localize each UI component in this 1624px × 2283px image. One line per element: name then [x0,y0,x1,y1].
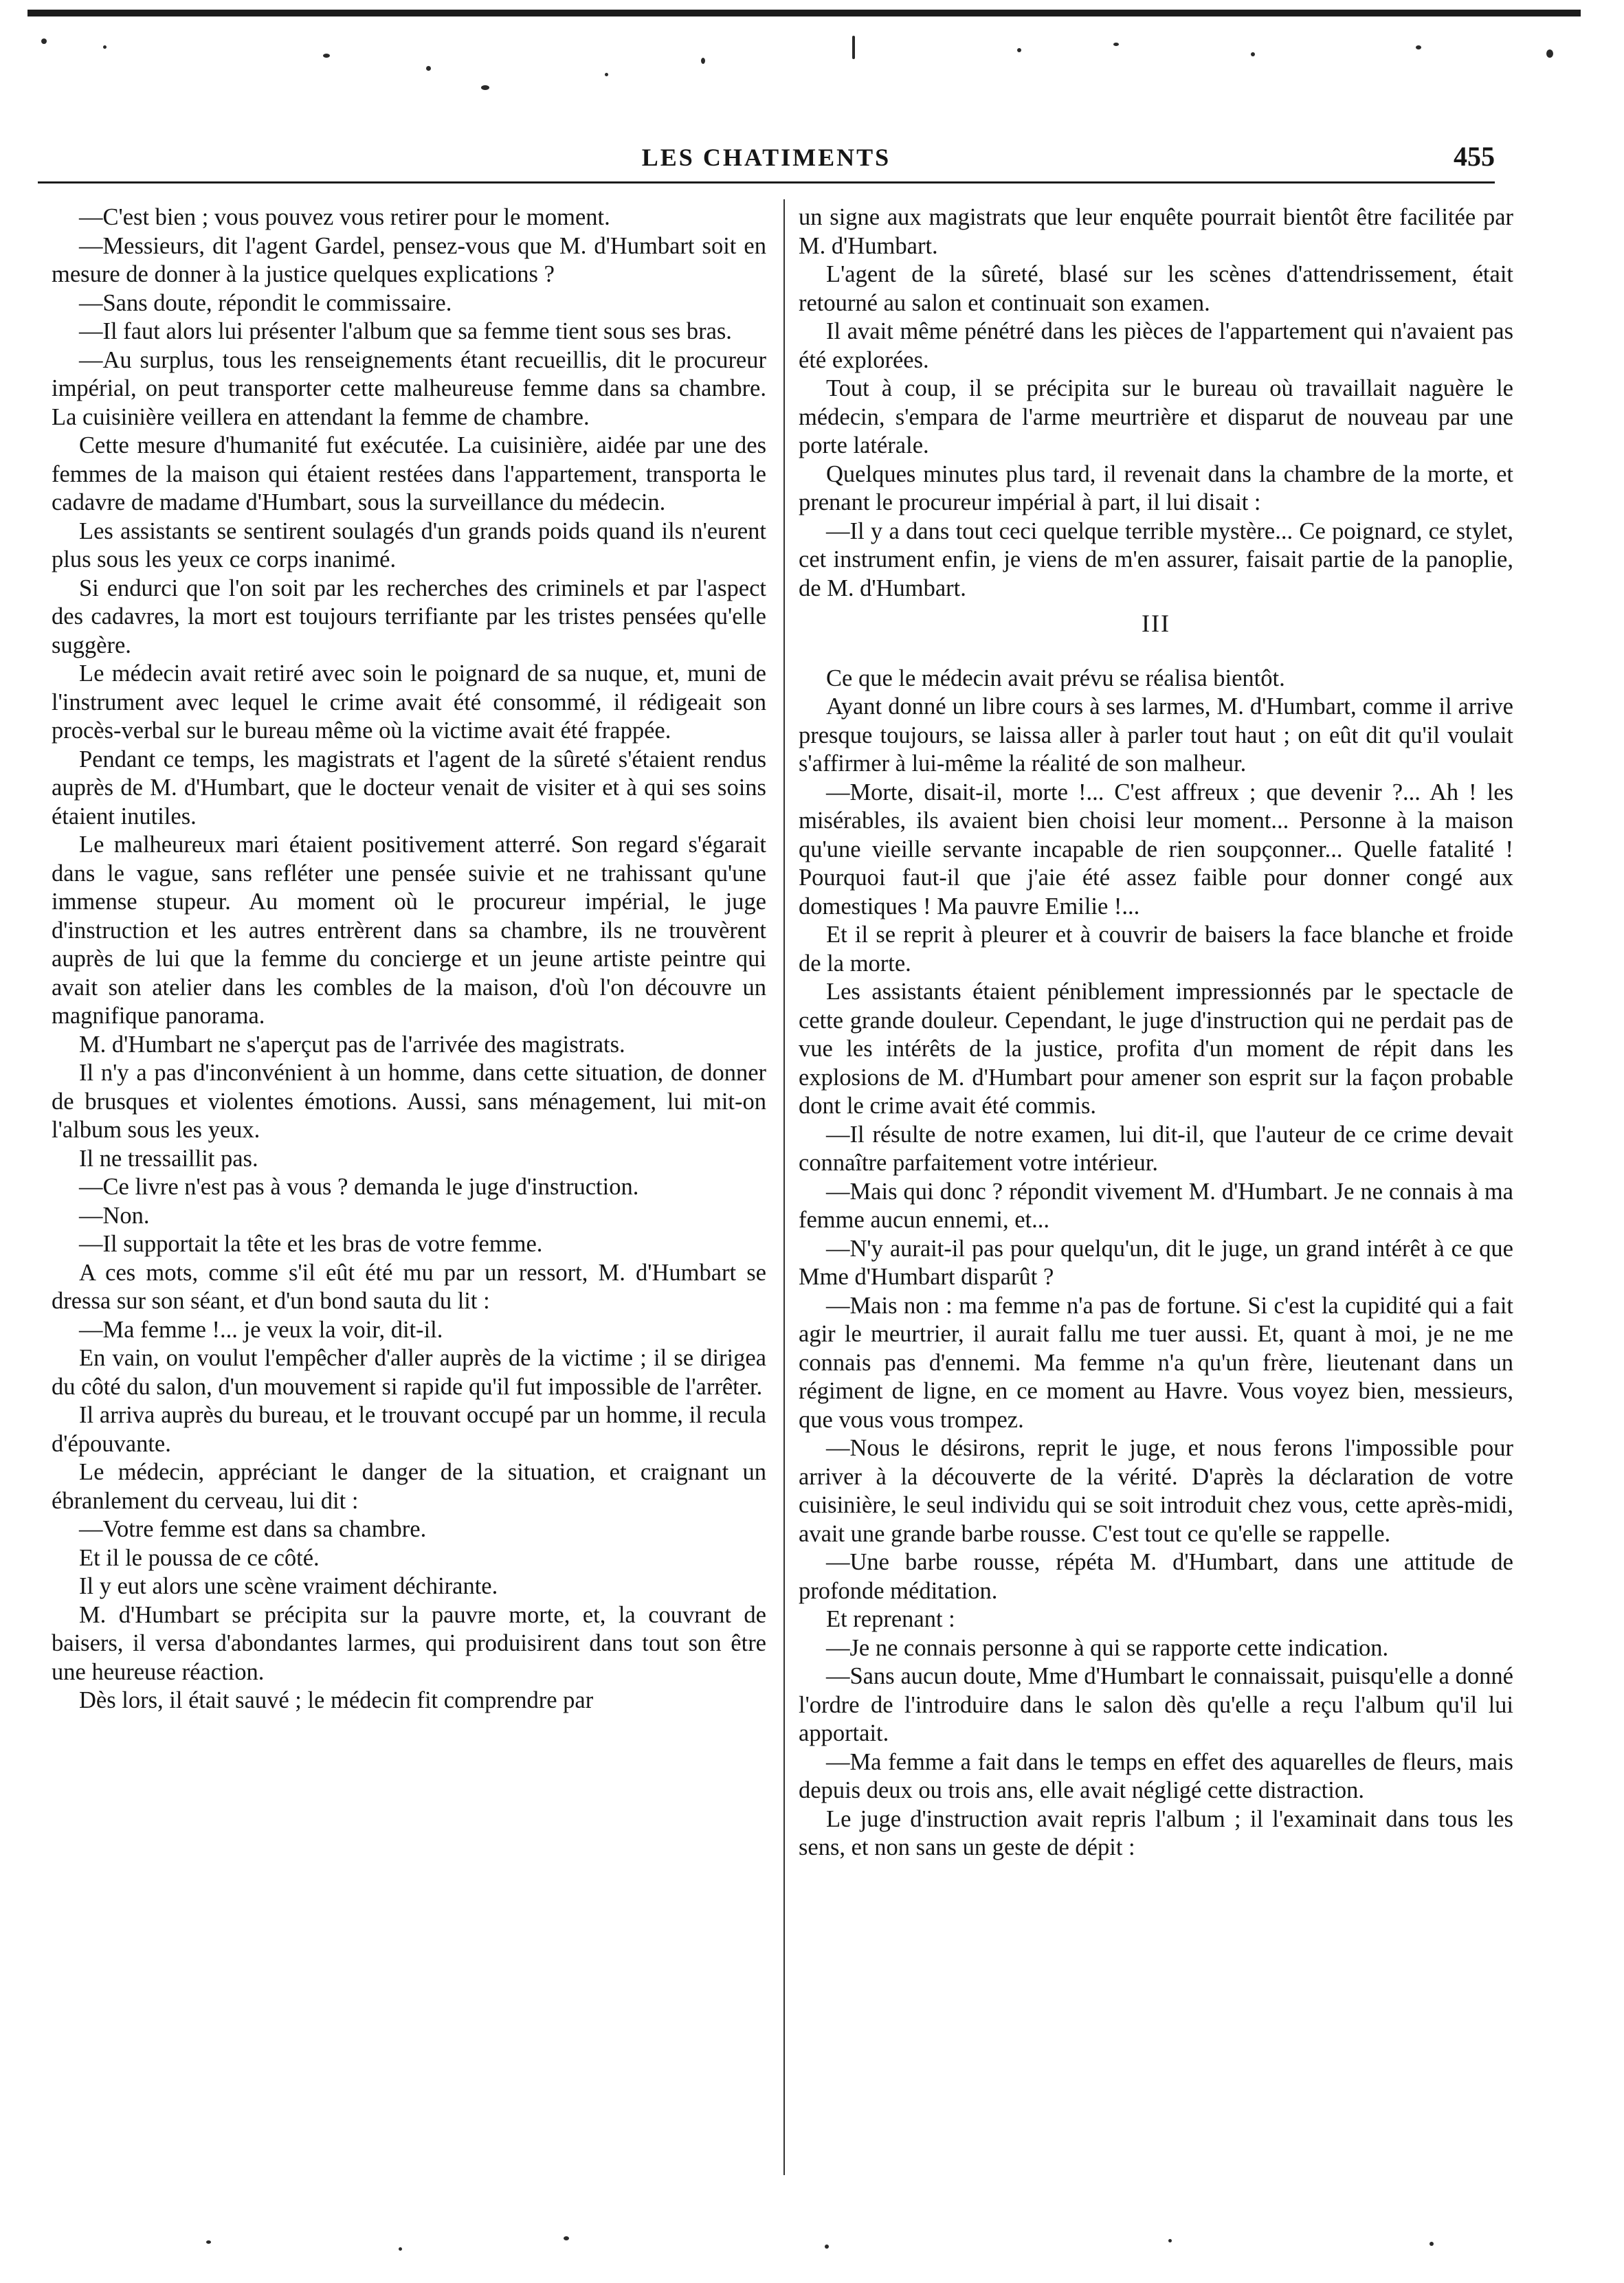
paragraph: Et reprenant : [826,1606,955,1632]
paragraph: —Il faut alors lui présenter l'album que sa femme tient sous ses bras. [79,318,732,344]
paragraph: Les assistants se sentirent soulagés d'un grands poids quand ils n'eurent plus sous les yeux ce corps inanimé. [52,517,766,572]
scan-speck [1430,2242,1434,2246]
paragraph: Le médecin, appréciant le danger de la situation, et craignant un ébranlement du cerveau, lui dit : [52,1459,766,1514]
paragraph: —Sans aucun doute, Mme d'Humbart le connaissait, puisqu'elle a donné l'ordre de l'introduire dans le salon dès qu'elle a reçu l'album qu'il lui apportait. [799,1663,1513,1746]
paragraph: Tout à coup, il se précipita sur le bureau où travaillait naguère le médecin, s'empara de l'arme meurtrière et disparut de nouveau par une porte latérale. [799,375,1513,458]
paragraph: Ayant donné un libre cours à ses larmes, M. d'Humbart, comme il arrive presque toujours, se laissa aller à parler tout haut ; on eût dit qu'il voulait s'affirmer à lui-même la réalité de son malheur. [799,693,1513,777]
paragraph: —Je ne connais personne à qui se rapporte cette indication. [826,1634,1389,1661]
paragraph: —Une barbe rousse, répéta M. d'Humbart, dans une attitude de profonde méditation. [799,1549,1513,1604]
paragraph: —Ma femme !... je veux la voir, dit-il. [79,1316,443,1343]
paragraph: —Mais qui donc ? répondit vivement M. d'Humbart. Je ne connais à ma femme aucun ennemi, et... [799,1178,1513,1233]
scan-speck [481,85,489,90]
paragraph: —Au surplus, tous les renseignements étant recueillis, dit le procureur impérial, on peut transporter cette malheureuse femme dans sa chambre. La cuisinière veillera en attendant la femme de chambre. [52,346,766,430]
paragraph: Il y eut alors une scène vraiment déchirante. [79,1573,498,1599]
paragraph: Le médecin avait retiré avec soin le poignard de sa nuque, et, muni de l'instrument avec lequel le crime avait été consommé, il rédigeait son procès-verbal sur le bureau même où la victime avait été frappée. [52,660,766,744]
paragraph: un signe aux magistrats que leur enquête pourrait bientôt être facilitée par M. d'Humbart. [799,204,1513,259]
scan-speck [399,2247,402,2251]
paragraph: A ces mots, comme s'il eût été mu par un ressort, M. d'Humbart se dressa sur son séant, et d'un bond sauta du lit : [52,1259,766,1314]
paragraph: Ce que le médecin avait prévu se réalisa bientôt. [826,665,1285,691]
paragraph: —N'y aurait-il pas pour quelqu'un, dit le juge, un grand intérêt à ce que Mme d'Humbart disparût ? [799,1235,1513,1290]
paragraph: —Il supportait la tête et les bras de votre femme. [79,1231,543,1257]
scan-speck [1113,43,1119,46]
paragraph: Le juge d'instruction avait repris l'album ; il l'examinait dans tous les sens, et non sans un geste de dépit : [799,1805,1513,1860]
scan-noise [41,25,1581,128]
paragraph: M. d'Humbart se précipita sur la pauvre morte, et, la couvrant de baisers, il versa d'abondantes larmes, qui produisirent dans tout son être une heureuse réaction. [52,1601,766,1685]
column-divider [783,199,785,2175]
paragraph: Quelques minutes plus tard, il revenait dans la chambre de la morte, et prenant le procureur impérial à part, il lui disait : [799,460,1513,515]
scan-speck [701,58,705,64]
scan-speck [605,73,608,76]
section-heading: III [1142,610,1170,637]
running-header [38,137,1495,181]
paragraph: Il n'y a pas d'inconvénient à un homme, dans cette situation, de donner de brusques et violentes émotions. Aussi, sans ménagement, lui mit-on l'album sous les yeux. [52,1060,766,1143]
right-column [799,203,1513,1862]
scan-speck [1017,48,1021,52]
header-rule [38,181,1495,183]
scan-speck [564,2236,569,2240]
scan-speck [825,2245,829,2249]
scan-speck [1416,45,1421,49]
left-column [52,203,766,1715]
paragraph: —Sans doute, répondit le commissaire. [79,289,452,316]
top-border-rule [27,10,1581,16]
paragraph: M. d'Humbart ne s'aperçut pas de l'arrivée des magistrats. [79,1031,625,1058]
paragraph: —Votre femme est dans sa chambre. [79,1516,427,1542]
paragraph: —C'est bien ; vous pouvez vous retirer pour le moment. [79,204,610,230]
paragraph: Il avait même pénétré dans les pièces de l'appartement qui n'avaient pas été explorées. [799,318,1513,373]
scan-speck [1168,2239,1172,2242]
paragraph: Et il se reprit à pleurer et à couvrir de baisers la face blanche et froide de la morte. [799,922,1513,977]
paragraph: —Ma femme a fait dans le temps en effet des aquarelles de fleurs, mais depuis deux ou trois ans, elle avait négligé cette distraction. [799,1748,1513,1803]
paragraph: Les assistants étaient péniblement impressionnés par le spectacle de cette grande douleur. Cependant, le juge d'instruction qui ne perdait pas de vue les intérêts de la justice, profita d'un moment de répit dans les explosions de M. d'Humbart pour amener son esprit sur la façon probable dont le crime avait été commis. [799,979,1513,1119]
page-number: 455 [1454,141,1495,172]
paragraph: Dès lors, il était sauvé ; le médecin fit comprendre par [79,1687,594,1713]
paragraph: —Morte, disait-il, morte !... C'est affreux ; que devenir ?... Ah ! les misérables, ils avaient bien choisi leur moment... Personne à la maison qu'une vieille servante incapable de rien soupçonner... Quelle fatalité ! Pourquoi faut-il que j'aie été assez faible pour donner congé aux domestiques ! Ma pauvre Emilie !... [799,779,1513,920]
paragraph: —Nous le désirons, reprit le juge, et nous ferons l'impossible pour arriver à la découverte de la vérité. D'après la déclaration de votre cuisinière, le seul individu qui se soit introduit chez vous, cette après-midi, avait une grande barbe rousse. C'est tout ce qu'elle se rappelle. [799,1435,1513,1547]
scan-speck [323,54,330,58]
running-title: LES CHATIMENTS [641,144,891,171]
scan-speck [1251,52,1255,56]
paragraph: Si endurci que l'on soit par les recherches des criminels et par l'aspect des cadavres, la mort est toujours terrifiante par les tristes pensées qu'elle suggère. [52,575,766,658]
paragraph: —Il résulte de notre examen, lui dit-il, que l'auteur de ce crime devait connaître parfaitement votre intérieur. [799,1121,1513,1176]
scan-speck [41,38,47,44]
paragraph: Il arriva auprès du bureau, et le trouvant occupé par un homme, il recula d'épouvante. [52,1402,766,1457]
scan-speck [852,36,855,59]
paragraph: —Ce livre n'est pas à vous ? demanda le juge d'instruction. [79,1174,639,1200]
paragraph: Pendant ce temps, les magistrats et l'agent de la sûreté s'étaient rendus auprès de M. d'Humbart, que le docteur venait de visiter et à qui ses soins étaient inutiles. [52,746,766,829]
paragraph: Il ne tressaillit pas. [79,1145,258,1172]
paragraph: Cette mesure d'humanité fut exécutée. La cuisinière, aidée par une des femmes de la maison qui étaient restées dans l'appartement, transporta le cadavre de madame d'Humbart, sous la surveillance du médecin. [52,432,766,515]
scan-speck [206,2240,211,2244]
paragraph: —Il y a dans tout ceci quelque terrible mystère... Ce poignard, ce stylet, cet instrument enfin, je viens de m'en assurer, faisait partie de la panoplie, de M. d'Humbart. [799,517,1513,601]
paragraph: —Mais non : ma femme n'a pas de fortune. Si c'est la cupidité qui a fait agir le meurtrier, il aurait fallu me tuer aussi. Et, quant à moi, je ne me connais pas d'ennemi. Ma femme n'a qu'un frère, lieutenant dans un régiment de ligne, en ce moment au Havre. Vous voyez bien, messieurs, que vous vous trompez. [799,1292,1513,1433]
paragraph: L'agent de la sûreté, blasé sur les scènes d'attendrissement, était retourné au salon et continuait son examen. [799,261,1513,316]
scan-noise-bottom [206,2227,1581,2268]
scan-speck [426,66,431,71]
paragraph: —Messieurs, dit l'agent Gardel, pensez-vous que M. d'Humbart soit en mesure de donner à la justice quelques explications ? [52,232,766,287]
paragraph: Et il le poussa de ce côté. [79,1544,320,1571]
scan-speck [103,45,107,49]
paragraph: Le malheureux mari étaient positivement atterré. Son regard s'égarait dans le vague, sans refléter une pensée suivie et ne trahissant qu'une immense stupeur. Au moment où le procureur impérial, le juge d'instruction et les autres entrèrent dans sa chambre, ils ne trouvèrent auprès de lui que la femme du concierge et un jeune artiste peintre qui avait son atelier dans les combles de la maison, d'où l'on découvre un magnifique panorama. [52,832,766,1029]
paragraph: En vain, on voulut l'empêcher d'aller auprès de la victime ; il se dirigea du côté du salon, d'un mouvement si rapide qu'il fut impossible de l'arrêter. [52,1345,766,1400]
scan-speck [1546,49,1553,58]
paragraph: —Non. [79,1202,150,1229]
